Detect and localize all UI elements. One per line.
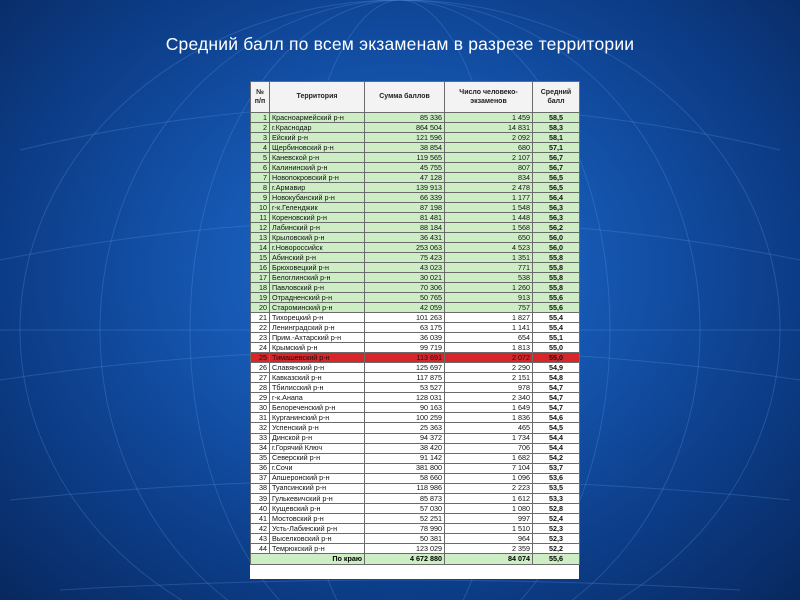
row-exam-count: 964	[445, 533, 533, 543]
row-number: 9	[251, 193, 270, 203]
row-exam-count: 1 649	[445, 403, 533, 413]
row-average-score: 55,1	[533, 333, 580, 343]
table-row	[251, 403, 580, 413]
row-exam-count: 757	[445, 303, 533, 313]
row-territory: Лабинский р-н	[270, 223, 365, 233]
row-average-score: 54,7	[533, 393, 580, 403]
row-territory: Калининский р-н	[270, 163, 365, 173]
row-average-score: 58,1	[533, 133, 580, 143]
row-number: 19	[251, 293, 270, 303]
table-row	[251, 263, 580, 273]
row-territory: Новопокровский р-н	[270, 173, 365, 183]
row-number: 15	[251, 253, 270, 263]
table-row	[251, 503, 580, 513]
row-number: 24	[251, 343, 270, 353]
total-avg: 55,6	[533, 553, 580, 564]
row-average-score: 55,4	[533, 313, 580, 323]
row-average-score: 54,7	[533, 403, 580, 413]
row-territory: Староминский р-н	[270, 303, 365, 313]
row-score-sum: 58 660	[365, 473, 445, 483]
row-exam-count: 2 478	[445, 183, 533, 193]
table-row	[251, 223, 580, 233]
row-average-score: 56,5	[533, 183, 580, 193]
row-score-sum: 25 363	[365, 423, 445, 433]
row-exam-count: 2 290	[445, 363, 533, 373]
row-score-sum: 63 175	[365, 323, 445, 333]
table-row	[251, 313, 580, 323]
row-territory: Тихорецкий р-н	[270, 313, 365, 323]
row-territory: Крыловский р-н	[270, 233, 365, 243]
row-territory: Тимашевский р-н	[270, 353, 365, 363]
row-exam-count: 14 831	[445, 123, 533, 133]
row-exam-count: 1 448	[445, 213, 533, 223]
row-number: 22	[251, 323, 270, 333]
row-territory: Щербиновский р-н	[270, 143, 365, 153]
table-body	[251, 113, 580, 554]
table-row	[251, 413, 580, 423]
row-score-sum: 50 765	[365, 293, 445, 303]
row-average-score: 55,8	[533, 273, 580, 283]
table-row	[251, 233, 580, 243]
row-territory: г-к.Анапа	[270, 393, 365, 403]
row-number: 35	[251, 453, 270, 463]
row-number: 14	[251, 243, 270, 253]
row-territory: Красноармейский р-н	[270, 113, 365, 123]
row-average-score: 53,6	[533, 473, 580, 483]
table-row	[251, 393, 580, 403]
row-territory: Усть-Лабинский р-н	[270, 523, 365, 533]
row-average-score: 55,8	[533, 263, 580, 273]
table-row	[251, 443, 580, 453]
row-territory: Ейский р-н	[270, 133, 365, 143]
table-row	[251, 373, 580, 383]
row-score-sum: 57 030	[365, 503, 445, 513]
table-row	[251, 343, 580, 353]
table-row	[251, 433, 580, 443]
row-number: 42	[251, 523, 270, 533]
table-row	[251, 333, 580, 343]
row-territory: Тбилисский р-н	[270, 383, 365, 393]
table-row	[251, 203, 580, 213]
row-exam-count: 538	[445, 273, 533, 283]
table-row	[251, 483, 580, 493]
table-row	[251, 143, 580, 153]
row-score-sum: 88 184	[365, 223, 445, 233]
row-number: 38	[251, 483, 270, 493]
row-exam-count: 2 072	[445, 353, 533, 363]
row-exam-count: 1 813	[445, 343, 533, 353]
row-exam-count: 1 836	[445, 413, 533, 423]
row-exam-count: 654	[445, 333, 533, 343]
row-score-sum: 47 128	[365, 173, 445, 183]
table-row	[251, 123, 580, 133]
table-row	[251, 213, 580, 223]
row-score-sum: 87 198	[365, 203, 445, 213]
table-row	[251, 133, 580, 143]
row-score-sum: 91 142	[365, 453, 445, 463]
row-average-score: 52,4	[533, 513, 580, 523]
row-average-score: 54,9	[533, 363, 580, 373]
row-average-score: 54,2	[533, 453, 580, 463]
row-territory: г.Армавир	[270, 183, 365, 193]
row-score-sum: 36 431	[365, 233, 445, 243]
table-row	[251, 243, 580, 253]
column-header-territory: Территория	[270, 82, 365, 113]
row-exam-count: 2 107	[445, 153, 533, 163]
row-territory: Крымский р-н	[270, 343, 365, 353]
row-exam-count: 807	[445, 163, 533, 173]
table-row	[251, 543, 580, 553]
total-sum: 4 672 880	[365, 553, 445, 564]
row-score-sum: 100 259	[365, 413, 445, 423]
row-number: 44	[251, 543, 270, 553]
row-exam-count: 1 080	[445, 503, 533, 513]
row-territory: Мостовский р-н	[270, 513, 365, 523]
row-exam-count: 706	[445, 443, 533, 453]
row-territory: Кореновский р-н	[270, 213, 365, 223]
row-score-sum: 139 913	[365, 183, 445, 193]
row-number: 6	[251, 163, 270, 173]
column-header-sum: Сумма баллов	[365, 82, 445, 113]
row-score-sum: 113 691	[365, 353, 445, 363]
row-average-score: 54,4	[533, 433, 580, 443]
row-territory: Прим.-Ахтарский р-н	[270, 333, 365, 343]
row-exam-count: 1 568	[445, 223, 533, 233]
row-territory: Кущевский р-н	[270, 503, 365, 513]
row-number: 41	[251, 513, 270, 523]
row-average-score: 56,0	[533, 233, 580, 243]
row-score-sum: 99 719	[365, 343, 445, 353]
row-number: 12	[251, 223, 270, 233]
table-row	[251, 493, 580, 503]
row-score-sum: 70 306	[365, 283, 445, 293]
table-row	[251, 303, 580, 313]
row-number: 36	[251, 463, 270, 473]
row-average-score: 56,3	[533, 213, 580, 223]
table-row	[251, 533, 580, 543]
column-header-count: Число человеко-экзаменов	[445, 82, 533, 113]
row-score-sum: 119 565	[365, 153, 445, 163]
row-exam-count: 1 096	[445, 473, 533, 483]
row-exam-count: 771	[445, 263, 533, 273]
row-territory: Курганинский р-н	[270, 413, 365, 423]
row-territory: Кавказский р-н	[270, 373, 365, 383]
row-average-score: 54,5	[533, 423, 580, 433]
row-average-score: 52,3	[533, 533, 580, 543]
row-number: 28	[251, 383, 270, 393]
table-header-row	[251, 82, 580, 113]
row-score-sum: 38 854	[365, 143, 445, 153]
row-average-score: 55,4	[533, 323, 580, 333]
row-average-score: 56,4	[533, 193, 580, 203]
row-average-score: 55,6	[533, 303, 580, 313]
row-average-score: 52,2	[533, 543, 580, 553]
row-average-score: 56,7	[533, 163, 580, 173]
row-average-score: 58,3	[533, 123, 580, 133]
row-average-score: 54,6	[533, 413, 580, 423]
row-territory: Динской р-н	[270, 433, 365, 443]
row-territory: Выселковский р-н	[270, 533, 365, 543]
row-number: 5	[251, 153, 270, 163]
row-average-score: 54,4	[533, 443, 580, 453]
row-number: 4	[251, 143, 270, 153]
row-score-sum: 128 031	[365, 393, 445, 403]
row-exam-count: 7 104	[445, 463, 533, 473]
table-row	[251, 423, 580, 433]
row-territory: Брюховецкий р-н	[270, 263, 365, 273]
table-row	[251, 253, 580, 263]
row-score-sum: 43 023	[365, 263, 445, 273]
table-row	[251, 463, 580, 473]
row-territory: Ленинградский р-н	[270, 323, 365, 333]
table-row	[251, 513, 580, 523]
row-exam-count: 650	[445, 233, 533, 243]
row-territory: Новокубанский р-н	[270, 193, 365, 203]
table-row	[251, 193, 580, 203]
row-score-sum: 117 875	[365, 373, 445, 383]
row-exam-count: 1 351	[445, 253, 533, 263]
row-score-sum: 101 263	[365, 313, 445, 323]
row-number: 16	[251, 263, 270, 273]
row-exam-count: 1 141	[445, 323, 533, 333]
table-row	[251, 363, 580, 373]
column-header-avg: Средний балл	[533, 82, 580, 113]
table-row	[251, 383, 580, 393]
row-territory: Абинский р-н	[270, 253, 365, 263]
row-score-sum: 90 163	[365, 403, 445, 413]
table-row	[251, 273, 580, 283]
row-score-sum: 66 339	[365, 193, 445, 203]
row-score-sum: 53 527	[365, 383, 445, 393]
row-average-score: 55,8	[533, 283, 580, 293]
row-number: 7	[251, 173, 270, 183]
row-number: 17	[251, 273, 270, 283]
column-header-num: № п/п	[251, 82, 270, 113]
row-territory: Славянский р-н	[270, 363, 365, 373]
row-score-sum: 864 504	[365, 123, 445, 133]
row-territory: Апшеронский р-н	[270, 473, 365, 483]
row-score-sum: 38 420	[365, 443, 445, 453]
row-average-score: 56,0	[533, 243, 580, 253]
table-row	[251, 163, 580, 173]
row-number: 34	[251, 443, 270, 453]
row-score-sum: 75 423	[365, 253, 445, 263]
row-territory: Павловский р-н	[270, 283, 365, 293]
row-number: 21	[251, 313, 270, 323]
table-row	[251, 153, 580, 163]
row-exam-count: 1 177	[445, 193, 533, 203]
slide-title: Средний балл по всем экзаменам в разрезе территории	[165, 34, 635, 54]
row-average-score: 53,5	[533, 483, 580, 493]
row-average-score: 55,8	[533, 253, 580, 263]
row-exam-count: 997	[445, 513, 533, 523]
row-average-score: 56,2	[533, 223, 580, 233]
row-territory: Северский р-н	[270, 453, 365, 463]
row-score-sum: 85 336	[365, 113, 445, 123]
table-row	[251, 183, 580, 193]
row-average-score: 53,3	[533, 493, 580, 503]
row-average-score: 56,3	[533, 203, 580, 213]
row-territory: г.Краснодар	[270, 123, 365, 133]
row-territory: Каневской р-н	[270, 153, 365, 163]
row-exam-count: 1 612	[445, 493, 533, 503]
row-territory: г.Горячий Ключ	[270, 443, 365, 453]
row-number: 32	[251, 423, 270, 433]
table-row	[251, 523, 580, 533]
row-score-sum: 78 990	[365, 523, 445, 533]
row-score-sum: 45 755	[365, 163, 445, 173]
row-exam-count: 834	[445, 173, 533, 183]
row-exam-count: 913	[445, 293, 533, 303]
row-territory: Белоглинский р-н	[270, 273, 365, 283]
row-number: 1	[251, 113, 270, 123]
row-number: 37	[251, 473, 270, 483]
table-row	[251, 113, 580, 123]
row-exam-count: 465	[445, 423, 533, 433]
row-number: 26	[251, 363, 270, 373]
row-exam-count: 2 151	[445, 373, 533, 383]
row-territory: г.Сочи	[270, 463, 365, 473]
row-exam-count: 1 734	[445, 433, 533, 443]
row-territory: Белореченский р-н	[270, 403, 365, 413]
row-score-sum: 121 596	[365, 133, 445, 143]
row-average-score: 52,3	[533, 523, 580, 533]
row-score-sum: 253 063	[365, 243, 445, 253]
row-score-sum: 125 697	[365, 363, 445, 373]
row-exam-count: 1 682	[445, 453, 533, 463]
row-average-score: 55,6	[533, 293, 580, 303]
table-row	[251, 293, 580, 303]
scores-table	[250, 81, 580, 565]
row-number: 3	[251, 133, 270, 143]
table-row	[251, 353, 580, 363]
row-average-score: 56,7	[533, 153, 580, 163]
table-row	[251, 323, 580, 333]
row-score-sum: 94 372	[365, 433, 445, 443]
table-row	[251, 283, 580, 293]
row-average-score: 57,1	[533, 143, 580, 153]
row-number: 40	[251, 503, 270, 513]
row-exam-count: 1 260	[445, 283, 533, 293]
row-score-sum: 30 021	[365, 273, 445, 283]
row-number: 29	[251, 393, 270, 403]
table-row	[251, 173, 580, 183]
row-exam-count: 1 459	[445, 113, 533, 123]
row-score-sum: 50 381	[365, 533, 445, 543]
row-territory: Отрадненский р-н	[270, 293, 365, 303]
row-average-score: 55,0	[533, 353, 580, 363]
row-exam-count: 2 340	[445, 393, 533, 403]
row-number: 11	[251, 213, 270, 223]
row-number: 8	[251, 183, 270, 193]
row-average-score: 52,8	[533, 503, 580, 513]
total-label: По краю	[251, 553, 365, 564]
row-average-score: 55,0	[533, 343, 580, 353]
row-number: 33	[251, 433, 270, 443]
row-territory: Темрюкский р-н	[270, 543, 365, 553]
row-number: 23	[251, 333, 270, 343]
row-score-sum: 118 986	[365, 483, 445, 493]
row-score-sum: 381 800	[365, 463, 445, 473]
row-exam-count: 2 223	[445, 483, 533, 493]
table-row	[251, 453, 580, 463]
row-score-sum: 52 251	[365, 513, 445, 523]
row-territory: г.Новороссийск	[270, 243, 365, 253]
row-number: 31	[251, 413, 270, 423]
row-territory: Туапсинский р-н	[270, 483, 365, 493]
row-exam-count: 2 092	[445, 133, 533, 143]
row-territory: Гулькевичский р-н	[270, 493, 365, 503]
row-exam-count: 978	[445, 383, 533, 393]
row-average-score: 53,7	[533, 463, 580, 473]
row-number: 13	[251, 233, 270, 243]
row-score-sum: 123 029	[365, 543, 445, 553]
row-average-score: 58,5	[533, 113, 580, 123]
row-score-sum: 81 481	[365, 213, 445, 223]
row-number: 27	[251, 373, 270, 383]
row-number: 39	[251, 493, 270, 503]
row-territory: г-к.Геленджик	[270, 203, 365, 213]
row-exam-count: 2 359	[445, 543, 533, 553]
row-score-sum: 36 039	[365, 333, 445, 343]
row-number: 43	[251, 533, 270, 543]
total-count: 84 074	[445, 553, 533, 564]
row-exam-count: 1 510	[445, 523, 533, 533]
row-number: 25	[251, 353, 270, 363]
row-exam-count: 1 827	[445, 313, 533, 323]
row-number: 2	[251, 123, 270, 133]
row-number: 10	[251, 203, 270, 213]
row-number: 18	[251, 283, 270, 293]
table-total-row	[251, 553, 580, 564]
row-number: 20	[251, 303, 270, 313]
row-score-sum: 85 873	[365, 493, 445, 503]
row-exam-count: 1 548	[445, 203, 533, 213]
row-number: 30	[251, 403, 270, 413]
row-territory: Успенский р-н	[270, 423, 365, 433]
row-exam-count: 4 523	[445, 243, 533, 253]
row-average-score: 54,7	[533, 383, 580, 393]
row-score-sum: 42 059	[365, 303, 445, 313]
row-average-score: 54,8	[533, 373, 580, 383]
row-average-score: 56,5	[533, 173, 580, 183]
table-row	[251, 473, 580, 483]
scores-table-sheet	[250, 81, 579, 579]
row-exam-count: 680	[445, 143, 533, 153]
